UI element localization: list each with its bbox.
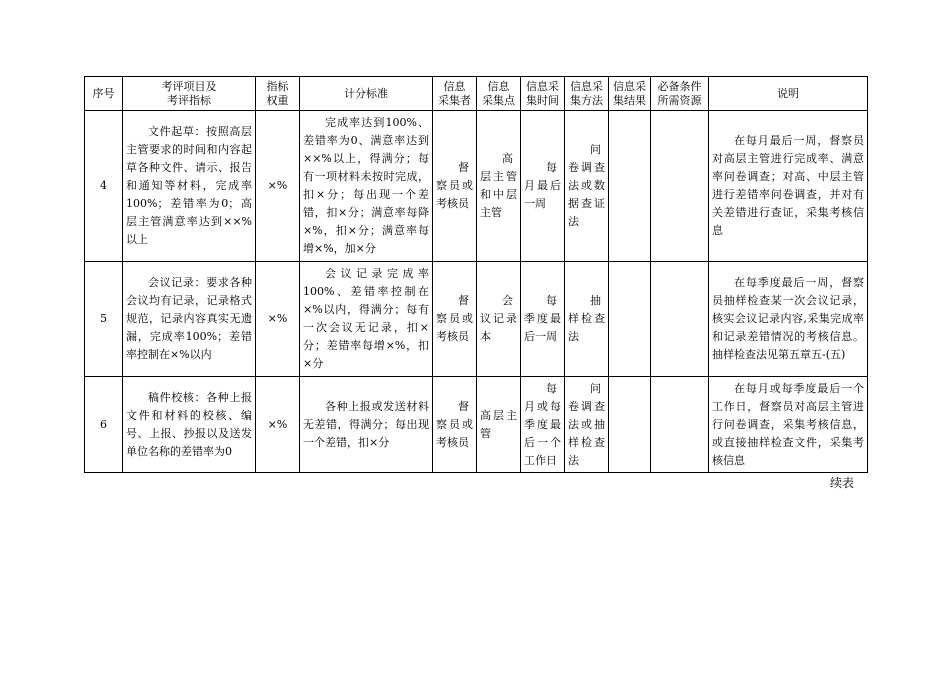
cell-collector: 督察员或考核员 <box>433 111 477 262</box>
cell-note: 在每月最后一周，督察员对高层主管进行完成率、满意率问卷调查；对高、中层主管进行差错率问卷调查，并对有关差错进行查证，采集考核信息 <box>709 111 868 262</box>
table-row <box>85 111 868 262</box>
cell-seq: 6 <box>85 377 123 473</box>
cell-resources <box>651 262 709 377</box>
cell-note: 在每月或每季度最后一个工作日，督察员对高层主管进行问卷调查，采集考核信息，或直接抽样检查文件，采集考核信息 <box>709 377 868 473</box>
cell-item: 会议记录：要求各种会议均有记录，记录格式规范，记录内容真实无遗漏，完成率100%；差错率控制在×%以内 <box>123 262 256 377</box>
cell-result <box>609 377 651 473</box>
cell-time: 每月最后一周 <box>521 111 565 262</box>
cell-weight: ×% <box>256 262 300 377</box>
header-method: 信息采 集方法 <box>565 77 609 111</box>
header-note: 说明 <box>709 77 868 111</box>
cell-standard: 完成率达到100%、差错率为0、满意率达到××%以上，得满分；每有一项材料未按时完成，扣×分；每出现一个差错，扣×分；满意率每降×%，扣×分；满意率每增×%，加×分 <box>300 111 433 262</box>
cell-time: 每季度最后一周 <box>521 262 565 377</box>
header-seq: 序号 <box>85 77 123 111</box>
cell-standard: 各种上报或发送材料无差错，得满分；每出现一个差错，扣×分 <box>300 377 433 473</box>
cell-seq: 5 <box>85 262 123 377</box>
header-time: 信息采 集时间 <box>521 77 565 111</box>
cell-time: 每月或每季度最后一个工作日 <box>521 377 565 473</box>
table-row <box>85 262 868 377</box>
cell-item: 文件起草：按照高层主管要求的时间和内容起草各种文件、请示、报告和通知等材料，完成率100%；差错率为0；高层主管满意率达到××%以上 <box>123 111 256 262</box>
cell-weight: ×% <box>256 111 300 262</box>
cell-resources <box>651 111 709 262</box>
table-header-row <box>85 77 868 111</box>
cell-point: 会议记录本 <box>477 262 521 377</box>
cell-method: 问卷调查法或抽样检查法 <box>565 377 609 473</box>
header-weight: 指标 权重 <box>256 77 300 111</box>
header-resources: 必备条件 所需资源 <box>651 77 709 111</box>
cell-result <box>609 111 651 262</box>
assessment-table <box>84 76 868 473</box>
cell-method: 问卷调查法或数据查证法 <box>565 111 609 262</box>
cell-point: 高层主管 <box>477 377 521 473</box>
cell-seq: 4 <box>85 111 123 262</box>
table-row <box>85 377 868 473</box>
cell-result <box>609 262 651 377</box>
cell-point: 高层主管和中层主管 <box>477 111 521 262</box>
cell-collector: 督察员或考核员 <box>433 262 477 377</box>
cell-weight: ×% <box>256 377 300 473</box>
continued-label: 续表 <box>829 476 854 490</box>
cell-collector: 督察员或考核员 <box>433 377 477 473</box>
header-result: 信息采 集结果 <box>609 77 651 111</box>
cell-standard: 会议记录完成率100%、差错率控制在×%以内，得满分；每有一次会议无记录，扣×分；差错率每增×%，扣×分 <box>300 262 433 377</box>
cell-resources <box>651 377 709 473</box>
cell-item: 稿件校核：各种上报文件和材料的校核、编号、上报、抄报以及送发单位名称的差错率为0 <box>123 377 256 473</box>
header-standard: 计分标准 <box>300 77 433 111</box>
cell-method: 抽样检查法 <box>565 262 609 377</box>
header-collector: 信息 采集者 <box>433 77 477 111</box>
cell-note: 在每季度最后一周，督察员抽样检查某一次会议记录，核实会议记录内容,采集完成率和记录差错情况的考核信息。抽样检查法见第五章五-(五) <box>709 262 868 377</box>
header-point: 信息 采集点 <box>477 77 521 111</box>
header-item: 考评项目及 考评指标 <box>123 77 256 111</box>
